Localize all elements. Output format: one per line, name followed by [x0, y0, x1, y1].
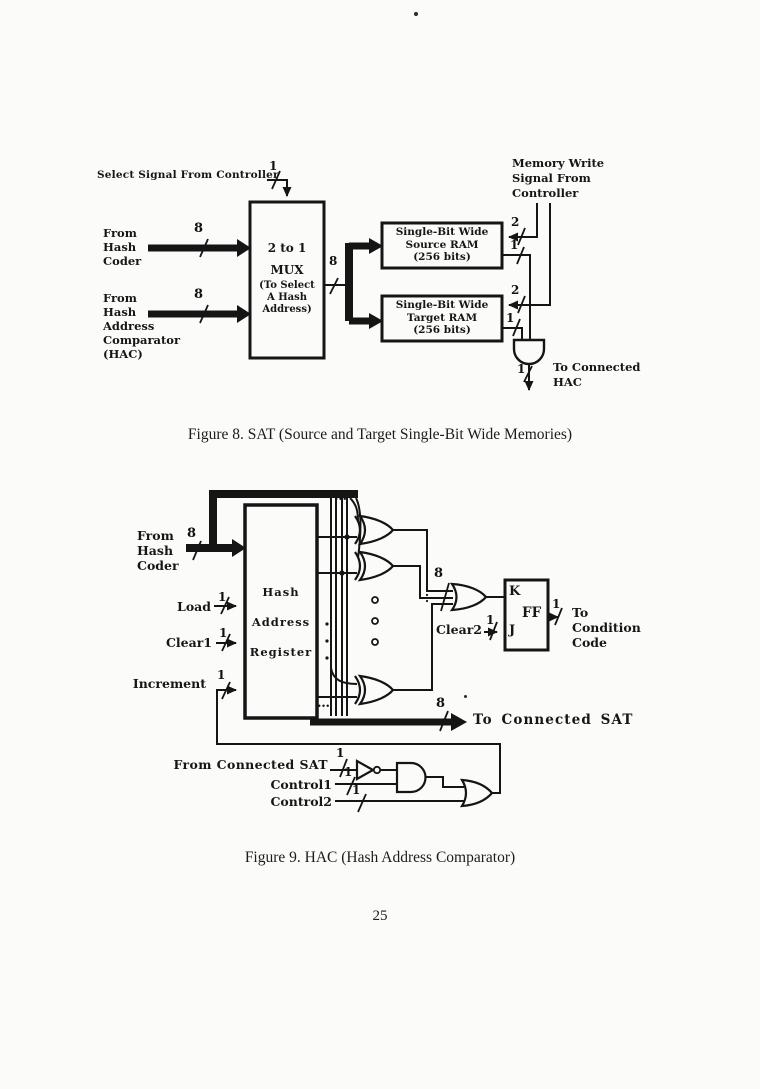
width-src-out: 1 [510, 238, 519, 252]
select-signal-label: Select Signal From Controller [97, 169, 279, 181]
from-hac-label: From Hash Address Comparator (HAC) [103, 291, 181, 361]
register-label: Hash Address Register [249, 585, 313, 659]
clear2-label: Clear2 [435, 622, 482, 637]
scan-artifact-dot [414, 12, 418, 16]
control2-label: Control2 [270, 794, 332, 809]
figure9-caption: Figure 9. HAC (Hash Address Comparator) [244, 849, 516, 866]
source-ram-label: Single-Bit Wide Source RAM (256 bits) [395, 226, 489, 263]
bus-bottom-ellipsis: … [317, 696, 330, 711]
scan-artifact-dot [464, 695, 467, 698]
mux-subtitle: (To Select A Hash Address) [259, 280, 315, 315]
fig9-from-hash-coder-label: From Hash Coder [137, 528, 179, 573]
load-label: Load [177, 599, 211, 614]
fig8-wires [148, 171, 550, 390]
or-gate-8input [452, 584, 486, 610]
width-from-sat: 1 [336, 746, 345, 760]
page-number: 25 [372, 908, 388, 924]
from-hash-coder-label: From Hash Coder [103, 226, 142, 268]
xor-gate-3 [355, 676, 393, 704]
fig8-and-gate [514, 340, 544, 364]
not-gate [357, 761, 380, 779]
width-select: 1 [269, 159, 278, 173]
width-tgt-out: 1 [506, 311, 515, 325]
mux-title: 2 to 1 MUX [267, 241, 307, 277]
to-connected-sat-label: To Connected SAT [473, 712, 634, 728]
width-gate-out: 1 [517, 362, 526, 376]
width-control1: 1 [344, 765, 353, 779]
width-increment: 1 [217, 668, 226, 682]
wire-target-out [502, 328, 522, 340]
and-gate [397, 763, 426, 792]
width-load: 1 [218, 590, 227, 604]
bus-top-ellipsis: … [334, 489, 347, 504]
width-or-in: 8 [434, 566, 444, 581]
width-tgt-write: 2 [511, 283, 520, 297]
or-gate-2input [462, 780, 492, 806]
control1-label: Control1 [270, 777, 332, 792]
target-ram-label: Single-Bit Wide Target RAM (256 bits) [395, 299, 489, 336]
width-sat-bus: 8 [436, 696, 446, 711]
width-control2: 1 [352, 783, 361, 797]
from-connected-sat-label: From Connected SAT [173, 757, 328, 772]
width-ff-out: 1 [552, 597, 561, 611]
width-coder: 8 [194, 221, 204, 236]
width-mux-out: 8 [329, 254, 338, 268]
memory-write-label: Memory Write Signal From Controller [512, 156, 605, 200]
width-hac: 8 [194, 287, 204, 302]
ff-k-label: K [509, 584, 521, 599]
fig9-width-coder: 8 [187, 526, 197, 541]
increment-label: Increment [132, 676, 206, 691]
to-connected-hac-label: To Connected HAC [553, 360, 641, 389]
width-clear1: 1 [219, 626, 228, 640]
ff-j-label: J [509, 623, 516, 638]
ff-label: FF [522, 605, 542, 621]
to-condition-code-label: To Condition Code [572, 605, 641, 650]
figure8-caption: Figure 8. SAT (Source and Target Single-Bit Wide Memories) [187, 426, 573, 443]
width-src-write: 2 [511, 215, 520, 229]
width-clear2: 1 [486, 613, 495, 627]
xor-gate-2 [355, 552, 393, 580]
clear1-label: Clear1 [165, 635, 212, 650]
